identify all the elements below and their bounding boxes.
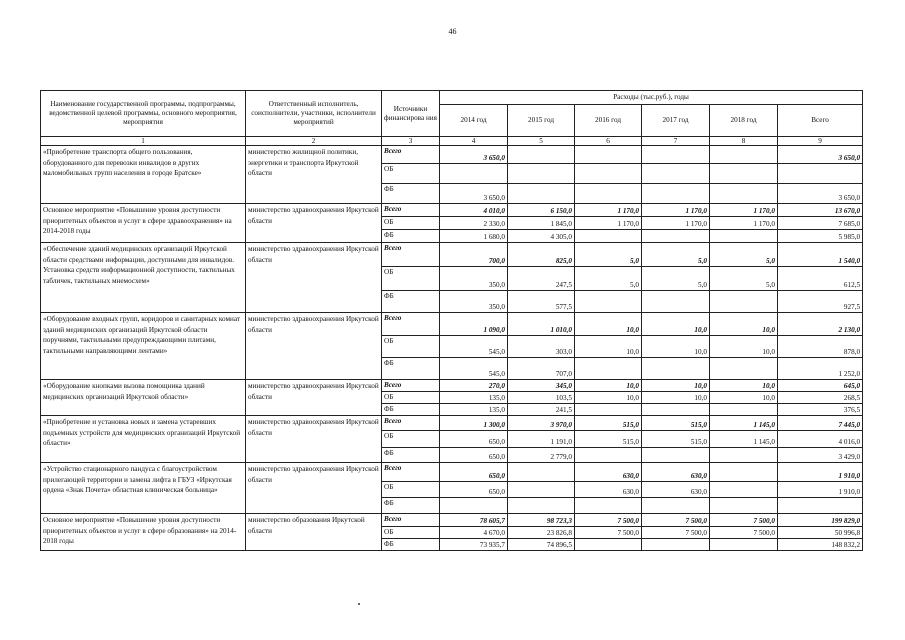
funding-source: ОБ	[382, 217, 440, 230]
year-value: 1 680,0	[440, 230, 508, 243]
total-value: 199 829,0	[778, 514, 863, 527]
table-row	[41, 416, 863, 431]
year-value	[575, 164, 642, 184]
year-value: 7 500,0	[642, 514, 710, 527]
year-value: 515,0	[575, 416, 642, 431]
funding-source: Всего	[382, 243, 440, 267]
year-value: 1 845,0	[508, 217, 575, 230]
year-value	[642, 448, 710, 463]
year-value	[710, 482, 778, 498]
total-value: 2 130,0	[778, 313, 863, 336]
year-value: 650,0	[440, 482, 508, 498]
year-value: 78 605,7	[440, 514, 508, 527]
measure-name: Основное мероприятие «Повышение уровня доступности приоритетных объектов и услуг в сфере образования» на 2014-2018 годы	[41, 514, 246, 551]
column-number: 4	[440, 137, 508, 146]
year-value	[508, 463, 575, 482]
year-value	[642, 184, 710, 204]
year-value: 103,5	[508, 392, 575, 404]
table-row	[41, 313, 863, 336]
column-number: 1	[41, 137, 246, 146]
header-source: Источники финансирова ния	[382, 91, 440, 137]
year-value: 10,0	[642, 392, 710, 404]
header-total: Всего	[778, 105, 863, 137]
year-value: 577,5	[508, 291, 575, 313]
year-value	[575, 230, 642, 243]
year-value: 515,0	[642, 416, 710, 431]
measure-name: «Приобретение транспорта общего пользования, оборудованного для перевозки инвалидов в других маломобильных групп населения в городе Братске»	[41, 146, 246, 204]
year-value: 650,0	[440, 448, 508, 463]
total-value: 1 540,0	[778, 243, 863, 267]
year-value: 2 779,0	[508, 448, 575, 463]
total-value: 3 429,0	[778, 448, 863, 463]
year-value: 5,0	[642, 267, 710, 291]
measure-executor: министерство здравоохранения Иркутской области	[246, 243, 382, 313]
column-number: 5	[508, 137, 575, 146]
year-value: 3 970,0	[508, 416, 575, 431]
year-value	[575, 291, 642, 313]
year-value	[575, 358, 642, 380]
funding-source: ФБ	[382, 358, 440, 380]
year-value: 3 650,0	[440, 184, 508, 204]
year-value: 5,0	[575, 267, 642, 291]
funding-source: ФБ	[382, 291, 440, 313]
year-value: 545,0	[440, 336, 508, 358]
funding-source: Всего	[382, 380, 440, 392]
total-value: 376,5	[778, 404, 863, 416]
year-value: 515,0	[575, 431, 642, 448]
year-value	[508, 146, 575, 164]
year-value	[642, 164, 710, 184]
total-value	[778, 164, 863, 184]
total-value: 13 670,0	[778, 204, 863, 217]
year-value	[642, 539, 710, 551]
measure-name: «Обеспечение зданий медицинских организаций Иркутской области средствами информации, доступными для инвалидов. Установка средств информационной доступности, тактильных табличек, тактильных мнемосхем»	[41, 243, 246, 313]
year-value: 707,0	[508, 358, 575, 380]
year-value: 1 170,0	[642, 204, 710, 217]
year-value: 1 145,0	[710, 416, 778, 431]
year-value: 1 145,0	[710, 431, 778, 448]
year-value	[642, 291, 710, 313]
total-value: 268,5	[778, 392, 863, 404]
header-year: 2014 год	[440, 105, 508, 137]
year-value: 650,0	[440, 463, 508, 482]
year-value	[575, 146, 642, 164]
column-number: 9	[778, 137, 863, 146]
year-value: 630,0	[642, 482, 710, 498]
year-value	[710, 358, 778, 380]
year-value: 4 010,0	[440, 204, 508, 217]
year-value: 1 170,0	[575, 204, 642, 217]
year-value: 630,0	[642, 463, 710, 482]
year-value: 7 500,0	[642, 527, 710, 539]
year-value: 10,0	[710, 380, 778, 392]
year-value: 2 330,0	[440, 217, 508, 230]
scan-speck	[358, 603, 360, 605]
year-value: 630,0	[575, 482, 642, 498]
funding-source: ФБ	[382, 230, 440, 243]
header-year: 2015 год	[508, 105, 575, 137]
measure-executor: министерство жилищной политики, энергетики и транспорта Иркутской области	[246, 146, 382, 204]
funding-source: ФБ	[382, 184, 440, 204]
year-value: 630,0	[575, 463, 642, 482]
funding-source: ФБ	[382, 539, 440, 551]
year-value: 10,0	[642, 313, 710, 336]
year-value	[710, 404, 778, 416]
measure-name: Основное мероприятие «Повышение уровня доступности приоритетных объектов и услуг в сфере здравоохранения» на 2014-2018 годы	[41, 204, 246, 243]
column-number: 3	[382, 137, 440, 146]
year-value	[575, 498, 642, 514]
year-value: 1 090,0	[440, 313, 508, 336]
header-expenses: Расходы (тыс.руб.), годы	[440, 91, 863, 105]
year-value: 10,0	[710, 336, 778, 358]
header-row	[41, 91, 863, 105]
year-value: 73 935,7	[440, 539, 508, 551]
table-row	[41, 380, 863, 392]
year-value: 135,0	[440, 404, 508, 416]
funding-source: Всего	[382, 463, 440, 482]
year-value	[710, 291, 778, 313]
year-value	[440, 164, 508, 184]
year-value: 135,0	[440, 392, 508, 404]
page-number: 46	[448, 27, 457, 36]
year-value	[508, 498, 575, 514]
year-value	[642, 498, 710, 514]
year-value: 350,0	[440, 267, 508, 291]
funding-source: Всего	[382, 146, 440, 164]
year-value: 345,0	[508, 380, 575, 392]
measure-executor: министерство образования Иркутской области	[246, 514, 382, 551]
funding-source: ОБ	[382, 431, 440, 448]
total-value: 7 445,0	[778, 416, 863, 431]
measure-executor: министерство здравоохранения Иркутской области	[246, 416, 382, 463]
year-value: 350,0	[440, 291, 508, 313]
year-value	[642, 358, 710, 380]
year-value	[710, 498, 778, 514]
year-value	[710, 463, 778, 482]
year-value: 7 500,0	[710, 514, 778, 527]
header-year: 2017 год	[642, 105, 710, 137]
year-value	[440, 498, 508, 514]
table-row	[41, 514, 863, 527]
year-value: 5,0	[575, 243, 642, 267]
total-value: 4 016,0	[778, 431, 863, 448]
total-value: 3 650,0	[778, 184, 863, 204]
column-number: 8	[710, 137, 778, 146]
expenses-table	[40, 90, 863, 551]
year-value	[508, 164, 575, 184]
year-value: 10,0	[710, 392, 778, 404]
year-value	[575, 448, 642, 463]
year-value	[575, 184, 642, 204]
table-row	[41, 243, 863, 267]
year-value	[508, 184, 575, 204]
total-value: 878,0	[778, 336, 863, 358]
year-value: 7 500,0	[575, 527, 642, 539]
total-value: 1 910,0	[778, 463, 863, 482]
funding-source: Всего	[382, 514, 440, 527]
total-value: 3 650,0	[778, 146, 863, 164]
year-value	[575, 404, 642, 416]
funding-source: ФБ	[382, 448, 440, 463]
measure-name: «Приобретение и установка новых и замена устаревших подъемных устройств для медицинских организаций Иркутской области»	[41, 416, 246, 463]
year-value: 4 305,0	[508, 230, 575, 243]
year-value: 98 723,3	[508, 514, 575, 527]
measure-name: «Оборудование кнопками вызова помощника зданий медицинских организаций Иркутской области»	[41, 380, 246, 416]
total-value: 148 832,2	[778, 539, 863, 551]
year-value: 10,0	[575, 313, 642, 336]
year-value	[575, 539, 642, 551]
funding-source: ОБ	[382, 267, 440, 291]
year-value	[642, 146, 710, 164]
measure-executor: министерство здравоохранения Иркутской области	[246, 463, 382, 514]
year-value: 5,0	[642, 243, 710, 267]
year-value: 7 500,0	[710, 527, 778, 539]
total-value: 645,0	[778, 380, 863, 392]
header-executor: Ответственный исполнитель, соисполнители, участники, исполнители мероприятий	[246, 91, 382, 137]
column-number: 2	[246, 137, 382, 146]
year-value: 23 826,8	[508, 527, 575, 539]
funding-source: ОБ	[382, 392, 440, 404]
year-value: 6 150,0	[508, 204, 575, 217]
column-numbers-row	[41, 137, 863, 146]
header-year: 2016 год	[575, 105, 642, 137]
year-value	[710, 146, 778, 164]
total-value: 7 685,0	[778, 217, 863, 230]
year-value: 700,0	[440, 243, 508, 267]
year-value: 10,0	[575, 380, 642, 392]
year-value	[710, 230, 778, 243]
total-value: 927,5	[778, 291, 863, 313]
year-value: 3 650,0	[440, 146, 508, 164]
year-value: 10,0	[642, 380, 710, 392]
measure-name: «Устройство стационарного пандуса с благоустройством прилегающей территории и замена лифта в ГБУЗ «Иркутская ордена «Знак Почета» областная клиническая больница»	[41, 463, 246, 514]
year-value: 825,0	[508, 243, 575, 267]
column-number: 6	[575, 137, 642, 146]
funding-source: ФБ	[382, 498, 440, 514]
table-row	[41, 463, 863, 482]
year-value: 241,5	[508, 404, 575, 416]
year-value	[710, 448, 778, 463]
table-row	[41, 204, 863, 217]
column-number: 7	[642, 137, 710, 146]
funding-source: Всего	[382, 416, 440, 431]
year-value: 1 170,0	[710, 204, 778, 217]
year-value	[508, 482, 575, 498]
total-value: 1 910,0	[778, 482, 863, 498]
measure-executor: министерство здравоохранения Иркутской области	[246, 313, 382, 380]
year-value: 74 896,5	[508, 539, 575, 551]
table-row	[41, 146, 863, 164]
year-value: 270,0	[440, 380, 508, 392]
funding-source: Всего	[382, 204, 440, 217]
year-value: 7 500,0	[575, 514, 642, 527]
year-value: 1 170,0	[642, 217, 710, 230]
year-value	[642, 404, 710, 416]
year-value: 10,0	[710, 313, 778, 336]
funding-source: Всего	[382, 313, 440, 336]
measure-name: «Оборудование входных групп, коридоров и санитарных комнат зданий медицинских организаций Иркутской области поручнями, тактильными предупреждающими плитами, тактильными направляющими лентами»	[41, 313, 246, 380]
year-value: 1 300,0	[440, 416, 508, 431]
measure-executor: министерство здравоохранения Иркутской области	[246, 380, 382, 416]
year-value: 545,0	[440, 358, 508, 380]
measure-executor: министерство здравоохранения Иркутской области	[246, 204, 382, 243]
year-value	[710, 184, 778, 204]
funding-source: ОБ	[382, 164, 440, 184]
header-name: Наименование государственной программы, подпрограммы, ведомственной целевой программы, основного мероприятия, мероприятия	[41, 91, 246, 137]
total-value	[778, 498, 863, 514]
year-value: 247,5	[508, 267, 575, 291]
year-value: 515,0	[642, 431, 710, 448]
year-value: 303,0	[508, 336, 575, 358]
funding-source: ОБ	[382, 336, 440, 358]
year-value: 5,0	[710, 267, 778, 291]
year-value: 1 170,0	[710, 217, 778, 230]
year-value	[642, 230, 710, 243]
year-value	[710, 164, 778, 184]
funding-source: ФБ	[382, 404, 440, 416]
funding-source: ОБ	[382, 482, 440, 498]
year-value: 1 191,0	[508, 431, 575, 448]
year-value: 10,0	[575, 392, 642, 404]
funding-source: ОБ	[382, 527, 440, 539]
year-value: 5,0	[710, 243, 778, 267]
total-value: 50 996,8	[778, 527, 863, 539]
total-value: 5 985,0	[778, 230, 863, 243]
year-value	[710, 539, 778, 551]
total-value: 1 252,0	[778, 358, 863, 380]
year-value: 650,0	[440, 431, 508, 448]
year-value: 10,0	[642, 336, 710, 358]
year-value: 4 670,0	[440, 527, 508, 539]
year-value: 1 170,0	[575, 217, 642, 230]
year-value: 1 010,0	[508, 313, 575, 336]
year-value: 10,0	[575, 336, 642, 358]
total-value: 612,5	[778, 267, 863, 291]
header-year: 2018 год	[710, 105, 778, 137]
